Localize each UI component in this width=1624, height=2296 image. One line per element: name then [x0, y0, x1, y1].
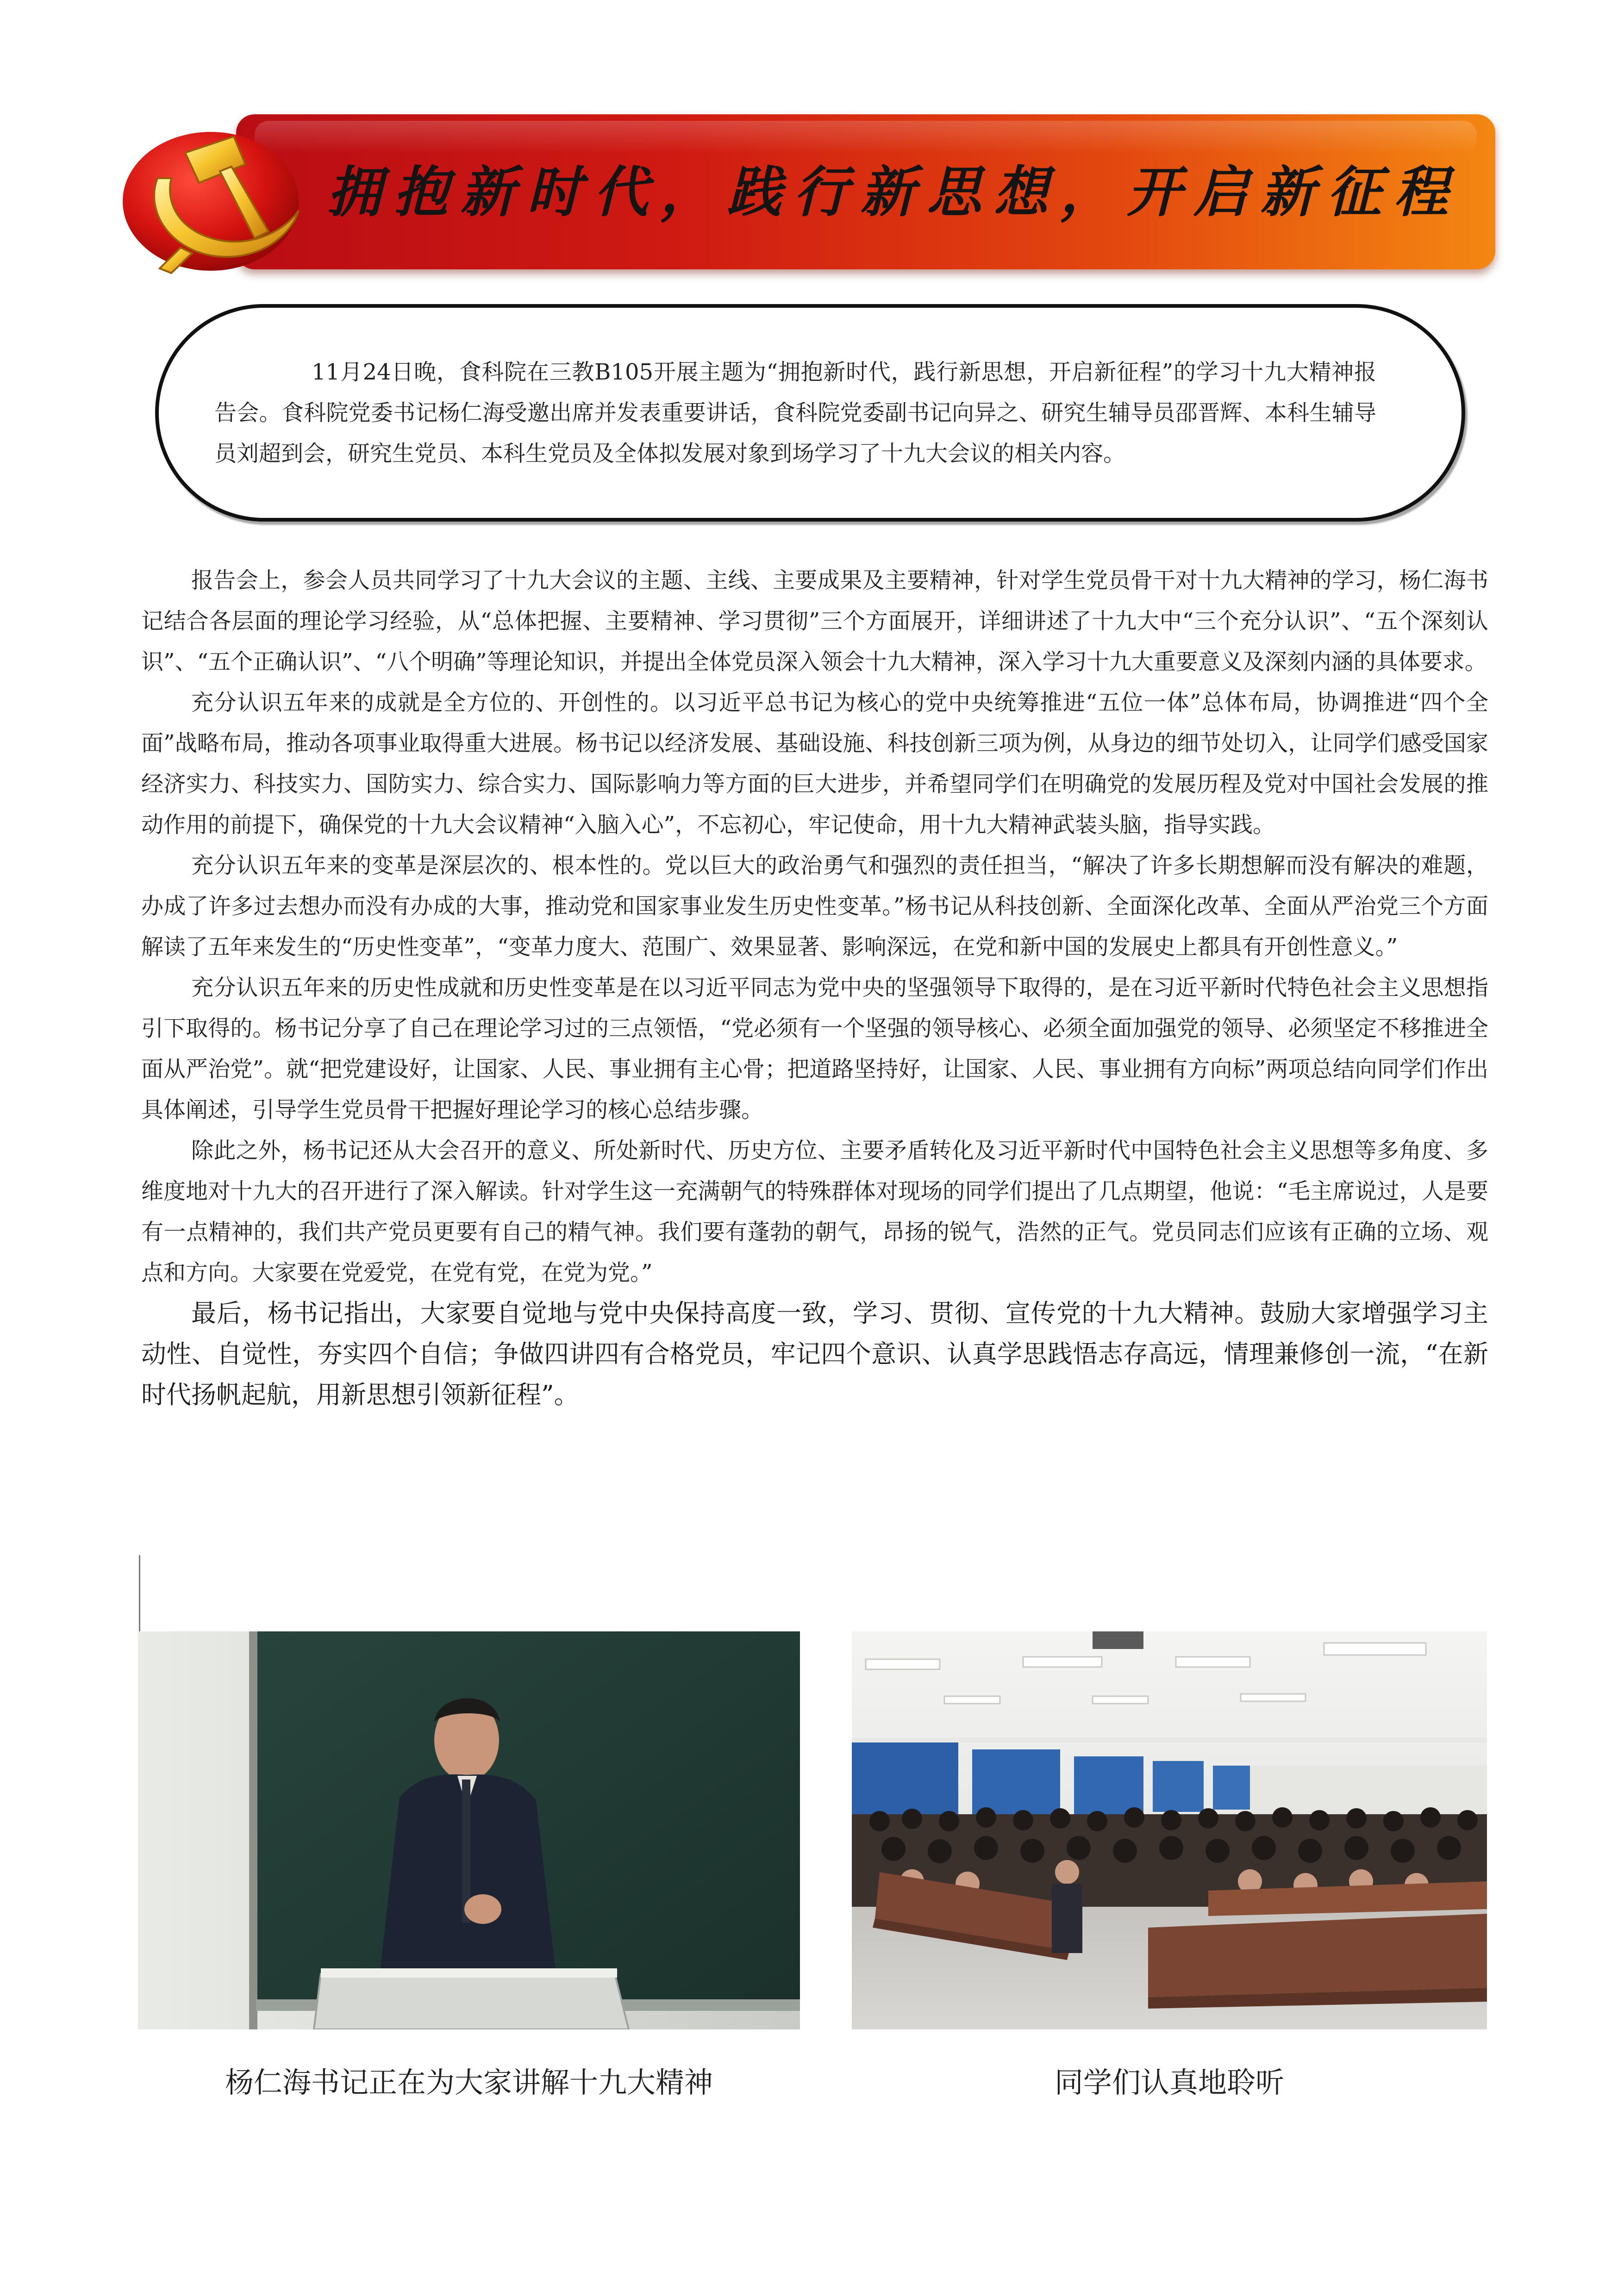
photo-caption: 杨仁海书记正在为大家讲解十九大精神: [225, 2066, 713, 2099]
divider: [139, 1555, 140, 1631]
body-paragraph: 充分认识五年来的成就是全方位的、开创性的。以习近平总书记为核心的党中央统筹推进“五位一体”总体布局，协调推进“四个全面”战略布局，推动各项事业取得重大进展。杨书记以经济发展、基础设施、科技创新三项为例，从身边的细节处切入，让同学们感受国家经济实力、科技实力、国防实力、综合实力、国际影响力等方面的巨大进步，并希望同学们在明确党的发展历程及党对中国社会发展的推动作用的前提下，确保党的十九大会议精神“入脑入心”，不忘初心，牢记使命，用十九大精神武装头脑，指导实践。: [141, 690, 1488, 838]
party-emblem-icon: [116, 109, 315, 275]
body-paragraph: 除此之外，杨书记还从大会召开的意义、所处新时代、历史方位、主要矛盾转化及习近平新时代中国特色社会主义思想等多角度、多维度地对十九大的召开进行了深入解读。针对学生这一充满朝气的特殊群体对现场的同学们提出了几点期望，他说：“毛主席说过，人是要有一点精神的，我们共产党员更要有自己的精气神。我们要有蓬勃的朝气，昂扬的锐气，浩然的正气。党员同志们应该有正确的立场、观点和方向。大家要在党爱党，在党有党，在党为党。”: [141, 1138, 1488, 1286]
article-body: [141, 560, 1488, 1415]
closing-paragraph: 最后，杨书记指出，大家要自觉地与党中央保持高度一致，学习、贯彻、宣传党的十九大精神。鼓励大家增强学习主动性、自觉性，夯实四个自信；争做四讲四有合格党员，牢记四个意识、认真学思践悟志存高远，情理兼修创一流，“在新时代扬帆起航，用新思想引领新征程”。: [141, 1299, 1488, 1409]
body-paragraph: 充分认识五年来的变革是深层次的、根本性的。党以巨大的政治勇气和强烈的责任担当，“解决了许多长期想解而没有解决的难题，办成了许多过去想办而没有办成的大事，推动党和国家事业发生历史性变革。”杨书记从科技创新、全面深化改革、全面从严治党三个方面解读了五年来发生的“历史性变革”，“变革力度大、范围广、效果显著、影响深远，在党和新中国的发展史上都具有开创性意义。”: [141, 852, 1488, 960]
title-banner: [116, 109, 1495, 275]
intro-text: 11月24日晚，食科院在三教B105开展主题为“拥抱新时代，践行新思想，开启新征程”的学习十九大精神报告会。食科院党委书记杨仁海受邀出席并发表重要讲话，食科院党委副书记向异之、研究生辅导员邵晋辉、本科生辅导员刘超到会，研究生党员、本科生党员及全体拟发展对象到场学习了十九大会议的相关内容。: [214, 359, 1376, 467]
banner-title: 拥抱新时代，践行新思想，开启新征程: [326, 160, 1460, 224]
body-paragraph: 报告会上，参会人员共同学习了十九大会议的主题、主线、主要成果及主要精神，针对学生党员骨干对十九大精神的学习，杨仁海书记结合各层面的理论学习经验，从“总体把握、主要精神、学习贯彻”三个方面展开，详细讲述了十九大中“三个充分认识”、“五个深刻认识”、“五个正确认识”、“八个明确”等理论知识，并提出全体党员深入领会十九大精神，深入学习十九大重要意义及深刻内涵的具体要求。: [141, 567, 1488, 675]
intro-box: [155, 304, 1465, 522]
body-paragraph: 充分认识五年来的历史性成就和历史性变革是在以习近平同志为党中央的坚强领导下取得的，是在习近平新时代特色社会主义思想指引下取得的。杨书记分享了自己在理论学习过的三点领悟，“党必须有一个坚强的领导核心、必须全面加强党的领导、必须坚定不移推进全面从严治党”。就“把党建设好，让国家、人民、事业拥有主心骨；把道路坚持好，让国家、人民、事业拥有方向标”两项总结向同学们作出具体阐述，引导学生党员骨干把握好理论学习的核心总结步骤。: [141, 975, 1488, 1123]
speaker-photo: [138, 1631, 800, 2029]
photo-caption: 同学们认真地聆听: [1054, 2066, 1284, 2099]
audience-photo: [852, 1631, 1487, 2029]
